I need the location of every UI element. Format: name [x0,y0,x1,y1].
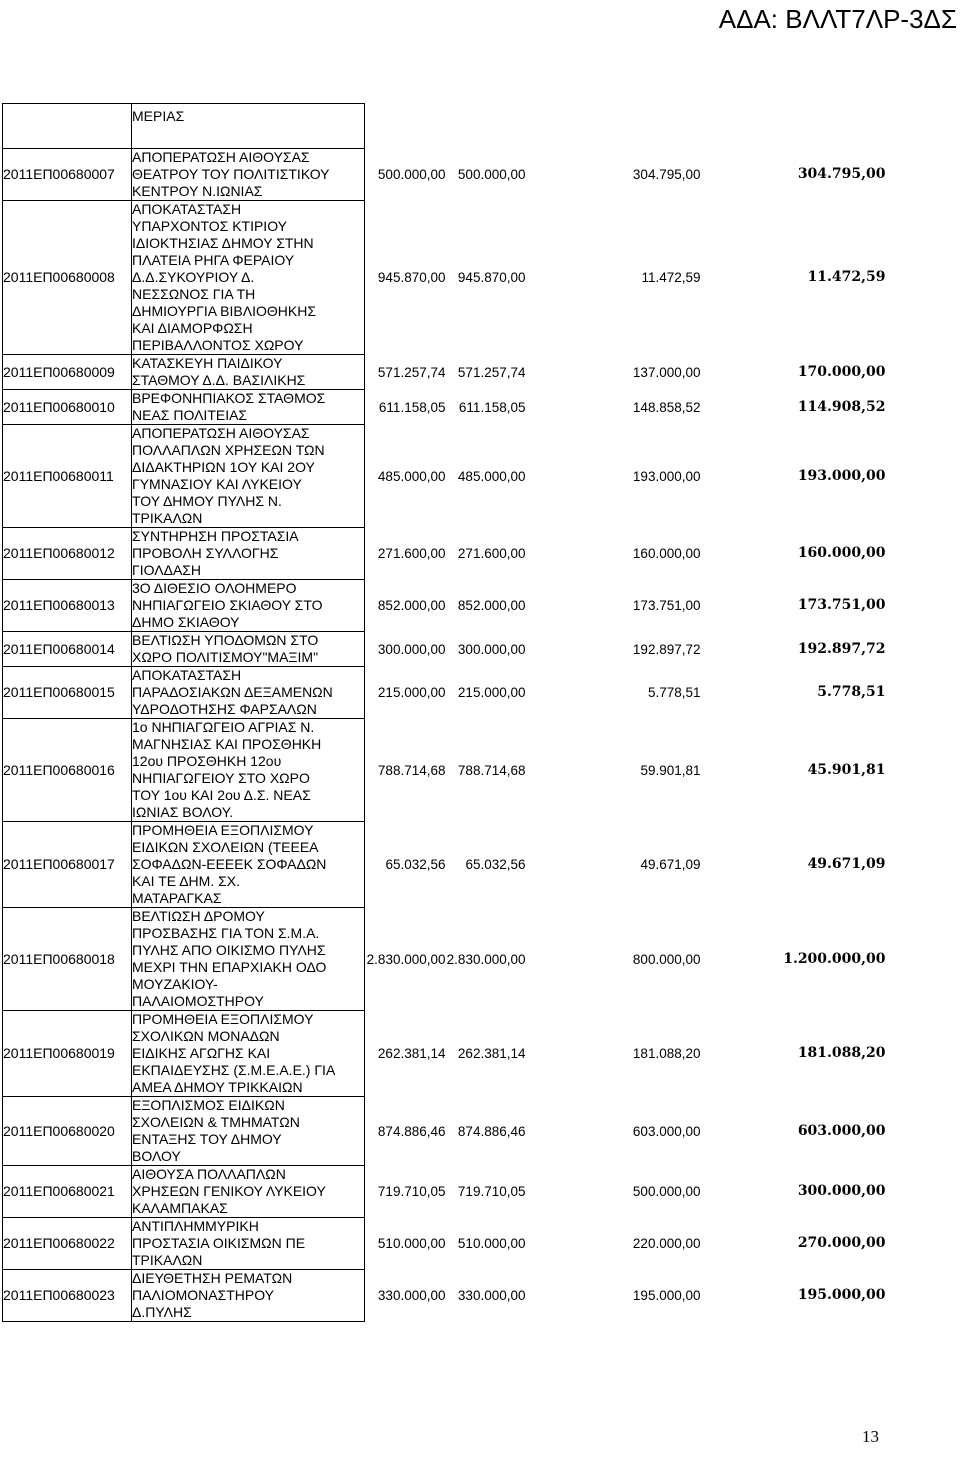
amount-column-1: 852.000,00 [377,598,446,613]
description-line: ΠΑΛΑΙΟΜΟΣΤΗΡΟΥ [132,993,264,1009]
description-line: ΑΜΕΑ ΔΗΜΟΥ ΤΡΙΚΚΑΙΩΝ [132,1079,303,1095]
table-row [3,355,886,390]
table-row [3,201,886,355]
amount-column-2: 262.381,14 [457,1046,526,1061]
description-line: ΥΠΑΡΧΟΝΤΟΣ ΚΤΙΡΙΟΥ [132,218,287,234]
description-line: ΕΚΠΑΙΔΕΥΣΗΣ (Σ.Μ.Ε.Α.Ε.) ΓΙΑ [132,1062,336,1078]
description-line: ΕΝΤΑΞΗΣ ΤΟΥ ΔΗΜΟΥ [132,1131,282,1147]
table-row [3,425,886,528]
project-description [132,201,365,355]
amount-column-3: 49.671,09 [640,857,701,872]
description-line: ΔΗΜΙΟΥΡΓΙΑ ΒΙΒΛΙΟΘΗΚΗΣ [132,303,316,319]
amount-column-1: 571.257,74 [377,364,446,380]
amount-column-1: 611.158,05 [378,399,446,415]
amount-column-3: 193.000,00 [632,468,701,484]
description-line: ΣΧΟΛΕΙΩΝ & ΤΜΗΜΑΤΩΝ [132,1114,300,1130]
amount-column-1: 271.600,00 [377,546,446,561]
project-code: 2011ΕΠ00680009 [3,355,132,390]
project-code: 2011ΕΠ00680013 [3,580,132,632]
description-line: ΠΑΛΙΟΜΟΝΑΣΤΗΡΟΥ [132,1287,275,1303]
table-row [3,822,886,908]
description-line: ΝΕΑΣ ΠΟΛΙΤΕΙΑΣ [132,407,248,423]
description-line: ΙΔΙΟΚΤΗΣΙΑΣ ΔΗΜΟΥ ΣΤΗΝ [132,235,314,251]
description-line: 1ο ΝΗΠΙΑΓΩΓΕΙΟ ΑΓΡΙΑΣ Ν. [132,719,315,735]
description-line: ΥΔΡΟΔΟΤΗΣΗΣ ΦΑΡΣΑΛΩΝ [132,701,317,717]
project-description [132,822,365,908]
description-line: ΑΠΟΚΑΤΑΣΤΑΣΗ [132,667,242,683]
amount-column-3: 59.901,81 [640,762,701,778]
table-row [3,528,886,580]
project-description [132,1218,365,1270]
description-line: ΑΠΟΠΕΡΑΤΩΣΗ ΑΙΘΟΥΣΑΣ [132,149,310,165]
amount-column-2: 788.714,68 [457,762,526,778]
project-description [132,1011,365,1097]
project-code: 2011ΕΠ00680015 [3,667,132,719]
project-description [132,425,365,528]
amount-column-4: 192.897,72 [797,640,886,657]
amount-column-2: 611.158,05 [458,399,526,415]
amount-column-2: 874.886,46 [457,1123,526,1139]
amount-column-4: 160.000,00 [797,545,886,561]
amount-column-1: 300.000,00 [377,641,446,657]
description-line: ΠΡΟΜΗΘΕΙΑ ΕΞΟΠΛΙΣΜΟΥ [132,1011,314,1027]
description-line: ΑΙΘΟΥΣΑ ΠΟΛΛΑΠΛΩΝ [132,1166,286,1182]
description-line: ΕΙΔΙΚΩΝ ΣΧΟΛΕΙΩΝ (ΤΕΕΕΑ [132,839,319,855]
amount-column-2: 945.870,00 [457,270,526,285]
amount-column-3: 195.000,00 [632,1288,701,1303]
description-line: ΧΩΡΟ ΠΟΛΙΤΙΣΜΟΥ"ΜΑΞΙΜ" [132,649,319,665]
project-code: 2011ΕΠ00680016 [3,719,132,822]
amount-column-4: 1.200.000,00 [783,950,886,967]
description-line: ΜΑΤΑΡΑΓΚΑΣ [132,890,222,906]
project-description [132,104,365,149]
table-row [3,667,886,719]
description-line: ΔΙΕΥΘΕΤΗΣΗ ΡΕΜΑΤΩΝ [132,1270,293,1286]
amount-column-2: 500.000,00 [457,167,526,182]
amount-column-4: 193.000,00 [797,467,886,484]
amount-column-2: 510.000,00 [457,1236,526,1251]
project-code: 2011ΕΠ00680022 [3,1218,132,1270]
amount-column-3: 137.000,00 [632,364,701,380]
amount-column-3: 173.751,00 [632,598,701,613]
amount-column-4: 195.000,00 [797,1287,886,1303]
project-code: 2011ΕΠ00680014 [3,632,132,667]
amount-column-2: 300.000,00 [457,641,526,657]
description-line: ΒΕΛΤΙΩΣΗ ΔΡΟΜΟΥ [132,908,265,924]
description-line: ΚΑΙ ΔΙΑΜΟΡΦΩΣΗ [132,320,253,336]
amount-column-1: 330.000,00 [377,1288,446,1303]
table-row [3,1218,886,1270]
description-line: ΚΕΝΤΡΟΥ Ν.ΙΩΝΙΑΣ [132,183,263,199]
description-line: ΠΕΡΙΒΑΛΛΟΝΤΟΣ ΧΩΡΟΥ [132,337,304,353]
project-code: 2011ΕΠ00680012 [3,528,132,580]
description-line: ΚΑΤΑΣΚΕΥΗ ΠΑΙΔΙΚΟΥ [132,355,283,371]
description-line: ΑΠΟΚΑΤΑΣΤΑΣΗ [132,201,242,217]
amount-column-4: 5.778,51 [817,684,886,700]
project-description [132,1166,365,1218]
description-line: ΣΤΑΘΜΟΥ Δ.Δ. ΒΑΣΙΛΙΚΗΣ [132,372,306,388]
description-line: ΝΗΠΙΑΓΩΓΕΙΟΥ ΣΤΟ ΧΩΡΟ [132,770,310,786]
description-line: ΣΧΟΛΙΚΩΝ ΜΟΝΑΔΩΝ [132,1028,280,1044]
amount-column-3: 304.795,00 [632,167,701,182]
amount-column-2: 271.600,00 [457,546,526,561]
description-line: ΜΕΧΡΙ ΤΗΝ ΕΠΑΡΧΙΑΚΗ ΟΔΟ [132,959,327,975]
description-line: ΣΟΦΑΔΩΝ-ΕΕΕΕΚ ΣΟΦΑΔΩΝ [132,856,327,872]
amount-column-3: 148.858,52 [632,399,701,415]
description-line: ΠΛΑΤΕΙΑ ΡΗΓΑ ΦΕΡΑΙΟΥ [132,252,295,268]
description-line: ΑΝΤΙΠΛΗΜΜΥΡΙΚΗ [132,1218,259,1234]
amount-column-1: 945.870,00 [377,270,446,285]
amount-column-2: 719.710,05 [457,1184,526,1199]
project-code-empty [3,104,132,149]
table-row [3,908,886,1011]
description-line: ΠΡΟΜΗΘΕΙΑ ΕΞΟΠΛΙΣΜΟΥ [132,822,314,838]
project-description [132,719,365,822]
table-row [3,149,886,201]
description-line: ΤΡΙΚΑΛΩΝ [132,510,203,526]
description-line: ΠΟΛΛΑΠΛΩΝ ΧΡΗΣΕΩΝ ΤΩΝ [132,442,325,458]
description-line: ΒΡΕΦΟΝΗΠΙΑΚΟΣ ΣΤΑΘΜΟΣ [132,390,326,406]
amount-column-2: 485.000,00 [457,468,526,484]
projects-table [2,103,886,1322]
amount-column-3: 220.000,00 [632,1236,701,1251]
amount-column-1: 262.381,14 [377,1046,446,1061]
description-line: ΤΟΥ 1ου ΚΑΙ 2ου Δ.Σ. ΝΕΑΣ [132,787,311,803]
amount-column-1: 510.000,00 [377,1236,446,1251]
amount-column-2: 215.000,00 [457,685,526,700]
description-line: ΕΙΔΙΚΗΣ ΑΓΩΓΗΣ ΚΑΙ [132,1045,271,1061]
description-line: ΣΥΝΤΗΡΗΣΗ ΠΡΟΣΤΑΣΙΑ [132,528,299,544]
amount-column-1: 719.710,05 [377,1184,446,1199]
description-line: ΝΕΣΣΩΝΟΣ ΓΙΑ ΤΗ [132,286,256,302]
table-row [3,390,886,425]
amount-column-1: 215.000,00 [377,685,446,700]
amount-column-4: 173.751,00 [797,597,886,613]
amount-column-4: 45.901,81 [807,761,886,778]
project-description [132,528,365,580]
table-row [3,1270,886,1322]
amount-column-3: 603.000,00 [632,1123,701,1139]
amount-column-4: 181.088,20 [797,1045,886,1061]
description-line: ΔΙΔΑΚΤΗΡΙΩΝ 1ΟΥ ΚΑΙ 2ΟΥ [132,459,315,475]
amount-column-1: 874.886,46 [377,1123,446,1139]
table-row [3,1097,886,1166]
project-code: 2011ΕΠ00680007 [3,149,132,201]
amount-column-2: 852.000,00 [457,598,526,613]
description-line: ΤΟΥ ΔΗΜΟΥ ΠΥΛΗΣ Ν. [132,493,282,509]
description-line: ΓΥΜΝΑΣΙΟΥ ΚΑΙ ΛΥΚΕΙΟΥ [132,476,302,492]
project-code: 2011ΕΠ00680010 [3,390,132,425]
description-line: ΠΡΟΣΤΑΣΙΑ ΟΙΚΙΣΜΩΝ ΠΕ [132,1235,306,1251]
description-line: ΓΙΟΛΔΑΣΗ [132,562,202,578]
description-line: ΠΥΛΗΣ ΑΠΟ ΟΙΚΙΣΜΟ ΠΥΛΗΣ [132,942,326,958]
amount-column-3: 800.000,00 [632,951,701,967]
project-code: 2011ΕΠ00680017 [3,822,132,908]
description-line: ΤΡΙΚΑΛΩΝ [132,1252,203,1268]
table-row [3,719,886,822]
amount-column-3: 5.778,51 [647,685,701,700]
amount-column-1: 500.000,00 [377,167,446,182]
description-line: ΚΑΛΑΜΠΑΚΑΣ [132,1200,228,1216]
table-row-continuation [3,104,886,149]
project-description [132,1270,365,1322]
project-description [132,632,365,667]
projects-table-body [3,104,886,1322]
description-line: ΑΠΟΠΕΡΑΤΩΣΗ ΑΙΘΟΥΣΑΣ [132,425,310,441]
description-line: ΠΡΟΒΟΛΗ ΣΥΛΛΟΓΗΣ [132,545,279,561]
amount-column-1: 788.714,68 [377,762,446,778]
amount-column-4: 49.671,09 [807,856,886,872]
amount-column-1: 485.000,00 [377,468,446,484]
project-code: 2011ΕΠ00680023 [3,1270,132,1322]
description-line: ΙΩΝΙΑΣ ΒΟΛΟΥ. [132,804,234,820]
description-line: 12ου ΠΡΟΣΘΗΚΗ 12ου [132,753,282,769]
description-line: ΜΕΡΙΑΣ [132,108,185,124]
table-row [3,632,886,667]
description-line: ΜΑΓΝΗΣΙΑΣ ΚΑΙ ΠΡΟΣΘΗΚΗ [132,736,322,752]
amount-column-4: 11.472,59 [807,269,886,285]
description-line: Δ.ΠΥΛΗΣ [132,1304,192,1320]
description-line: ΝΗΠΙΑΓΩΓΕΙΟ ΣΚΙΑΘΟΥ ΣΤΟ [132,597,323,613]
amount-column-2: 2.830.000,00 [446,951,526,967]
amount-column-3: 160.000,00 [632,546,701,561]
amount-column-4: 300.000,00 [797,1183,886,1199]
description-line: ΔΗΜΟ ΣΚΙΑΘΟΥ [132,614,240,630]
description-line: ΘΕΑΤΡΟΥ ΤΟΥ ΠΟΛΙΤΙΣΤΙΚΟΥ [132,166,330,182]
project-code: 2011ΕΠ00680018 [3,908,132,1011]
amount-column-4: 304.795,00 [797,166,886,182]
amount-column-3: 11.472,59 [641,270,701,285]
description-line: ΜΟΥΖΑΚΙΟΥ- [132,976,218,992]
description-line: ΚΑΙ ΤΕ ΔΗΜ. ΣΧ. [132,873,240,889]
project-description [132,1097,365,1166]
project-code: 2011ΕΠ00680021 [3,1166,132,1218]
description-line: ΒΟΛΟΥ [132,1148,181,1164]
amount-column-4: 270.000,00 [797,1235,886,1251]
amount-column-3: 192.897,72 [632,641,701,657]
description-line: ΒΕΛΤΙΩΣΗ ΥΠΟΔΟΜΩΝ ΣΤΟ [132,632,319,648]
description-line: ΠΑΡΑΔΟΣΙΑΚΩΝ ΔΕΞΑΜΕΝΩΝ [132,684,333,700]
project-description [132,149,365,201]
amount-column-2: 330.000,00 [457,1288,526,1303]
project-code: 2011ΕΠ00680011 [3,425,132,528]
amount-column-4: 170.000,00 [797,363,886,380]
ada-header: ΑΔΑ: ΒΛΛΤ7ΛΡ-3ΔΣ [718,4,957,34]
description-line: Δ.Δ.ΣΥΚΟΥΡΙΟΥ Δ. [132,269,255,285]
project-code: 2011ΕΠ00680020 [3,1097,132,1166]
amount-column-1: 65.032,56 [385,857,446,872]
description-line: ΠΡΟΣΒΑΣΗΣ ΓΙΑ ΤΟΝ Σ.Μ.Α. [132,925,320,941]
project-code: 2011ΕΠ00680019 [3,1011,132,1097]
amount-column-4: 114.908,52 [797,398,886,415]
project-code: 2011ΕΠ00680008 [3,201,132,355]
continuation-amounts-empty [365,104,886,149]
project-description [132,390,365,425]
description-line: ΕΞΟΠΛΙΣΜΟΣ ΕΙΔΙΚΩΝ [132,1097,285,1113]
amount-column-2: 571.257,74 [457,364,526,380]
page-number: 13 [862,1427,879,1446]
amount-column-1: 2.830.000,00 [366,951,446,967]
table-row [3,580,886,632]
project-description [132,355,365,390]
amount-column-2: 65.032,56 [465,857,526,872]
amount-column-3: 181.088,20 [632,1046,701,1061]
table-row [3,1166,886,1218]
project-description [132,580,365,632]
description-line: 3Ο ΔΙΘΕΣΙΟ ΟΛΟΗΜΕΡΟ [132,580,297,596]
description-line: ΧΡΗΣΕΩΝ ΓΕΝΙΚΟΥ ΛΥΚΕΙΟΥ [132,1183,326,1199]
amount-column-4: 603.000,00 [797,1122,886,1139]
amount-column-3: 500.000,00 [632,1184,701,1199]
project-description [132,908,365,1011]
table-row [3,1011,886,1097]
project-description [132,667,365,719]
